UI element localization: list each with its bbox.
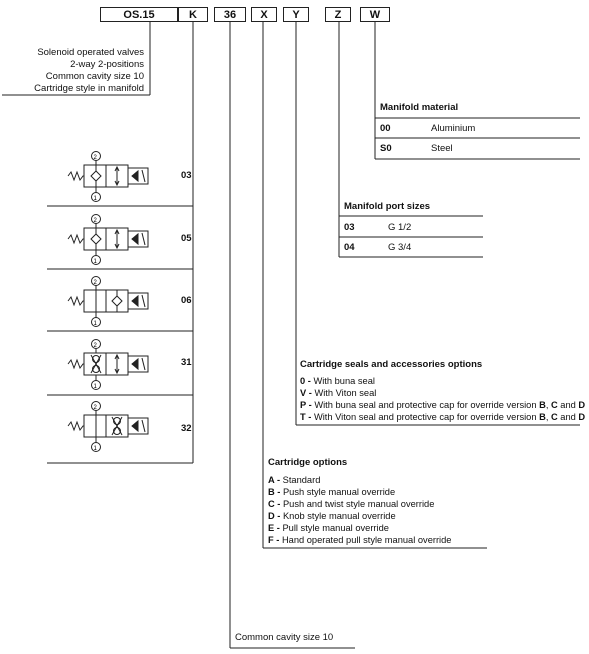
- port-label: 1: [93, 384, 97, 390]
- seal-option: 0 - With buna seal: [300, 376, 375, 386]
- material-row: [380, 123, 391, 134]
- material-code: S0: [380, 143, 392, 154]
- cartridge-option: C - Push and twist style manual override: [268, 499, 435, 509]
- cavity-note: Common cavity size 10: [235, 632, 334, 643]
- cartridge-option: E - Pull style manual override: [268, 523, 389, 533]
- port-label: 2: [93, 155, 97, 161]
- valve-symbol-03: [66, 148, 156, 206]
- seals-list: [300, 375, 585, 423]
- manifold-material-title: Manifold material: [380, 102, 459, 113]
- port-label: 2: [93, 343, 97, 349]
- code-box-36: 36: [214, 7, 246, 22]
- port-label: 2: [93, 405, 97, 411]
- valve-symbol-32: [66, 400, 156, 458]
- cartridge-options-title: Cartridge options: [268, 457, 348, 468]
- material-row: [380, 143, 392, 154]
- port-label: 2: [93, 280, 97, 286]
- seals-title: Cartridge seals and accessories options: [300, 359, 483, 370]
- seal-option: V - With Viton seal: [300, 388, 377, 398]
- code-box-series: OS.15: [100, 7, 178, 22]
- port-label: 1: [93, 259, 97, 265]
- description-line: Common cavity size 10: [45, 71, 144, 82]
- description-line: Solenoid operated valves: [37, 47, 144, 58]
- material-code: 00: [380, 123, 391, 134]
- port-size-row: [344, 242, 355, 253]
- variant-code-03: 03: [181, 170, 192, 181]
- port-size-code: 04: [344, 242, 355, 253]
- port-size-code: 03: [344, 222, 355, 233]
- series-description: [2, 47, 144, 95]
- description-line: Cartridge style in manifold: [34, 83, 144, 94]
- material-value: Steel: [431, 143, 453, 154]
- port-label: 1: [93, 321, 97, 327]
- valve-symbol-31: [66, 336, 156, 394]
- cartridge-option: D - Knob style manual override: [268, 511, 396, 521]
- code-box-x: X: [251, 7, 277, 22]
- cartridge-option: F - Hand operated pull style manual override: [268, 535, 452, 545]
- port-size-value: G 1/2: [388, 222, 412, 233]
- variant-code-06: 06: [181, 295, 192, 306]
- material-value: Aluminium: [431, 123, 476, 134]
- description-line: 2-way 2-positions: [70, 59, 144, 70]
- seal-option: P - With buna seal and protective cap for override version B, C and D: [300, 400, 586, 410]
- port-label: 1: [93, 446, 97, 452]
- code-box-w: W: [360, 7, 390, 22]
- variant-code-31: 31: [181, 357, 192, 368]
- port-label: 1: [93, 196, 97, 202]
- variant-code-05: 05: [181, 233, 192, 244]
- valve-symbol-06: [66, 273, 156, 331]
- port-size-value: G 3/4: [388, 242, 412, 253]
- valve-symbol-05: [66, 211, 156, 269]
- code-box-z: Z: [325, 7, 351, 22]
- seal-option: T - With Viton seal and protective cap for override version B, C and D: [300, 412, 586, 422]
- code-box-y: Y: [283, 7, 309, 22]
- port-label: 2: [93, 218, 97, 224]
- cartridge-option: A - Standard: [268, 475, 321, 485]
- code-box-k: K: [178, 7, 208, 22]
- cartridge-options-list: [268, 474, 451, 546]
- port-sizes-title: Manifold port sizes: [344, 201, 431, 212]
- variant-code-32: 32: [181, 423, 192, 434]
- cartridge-option: B - Push style manual override: [268, 487, 396, 497]
- port-size-row: [344, 222, 355, 233]
